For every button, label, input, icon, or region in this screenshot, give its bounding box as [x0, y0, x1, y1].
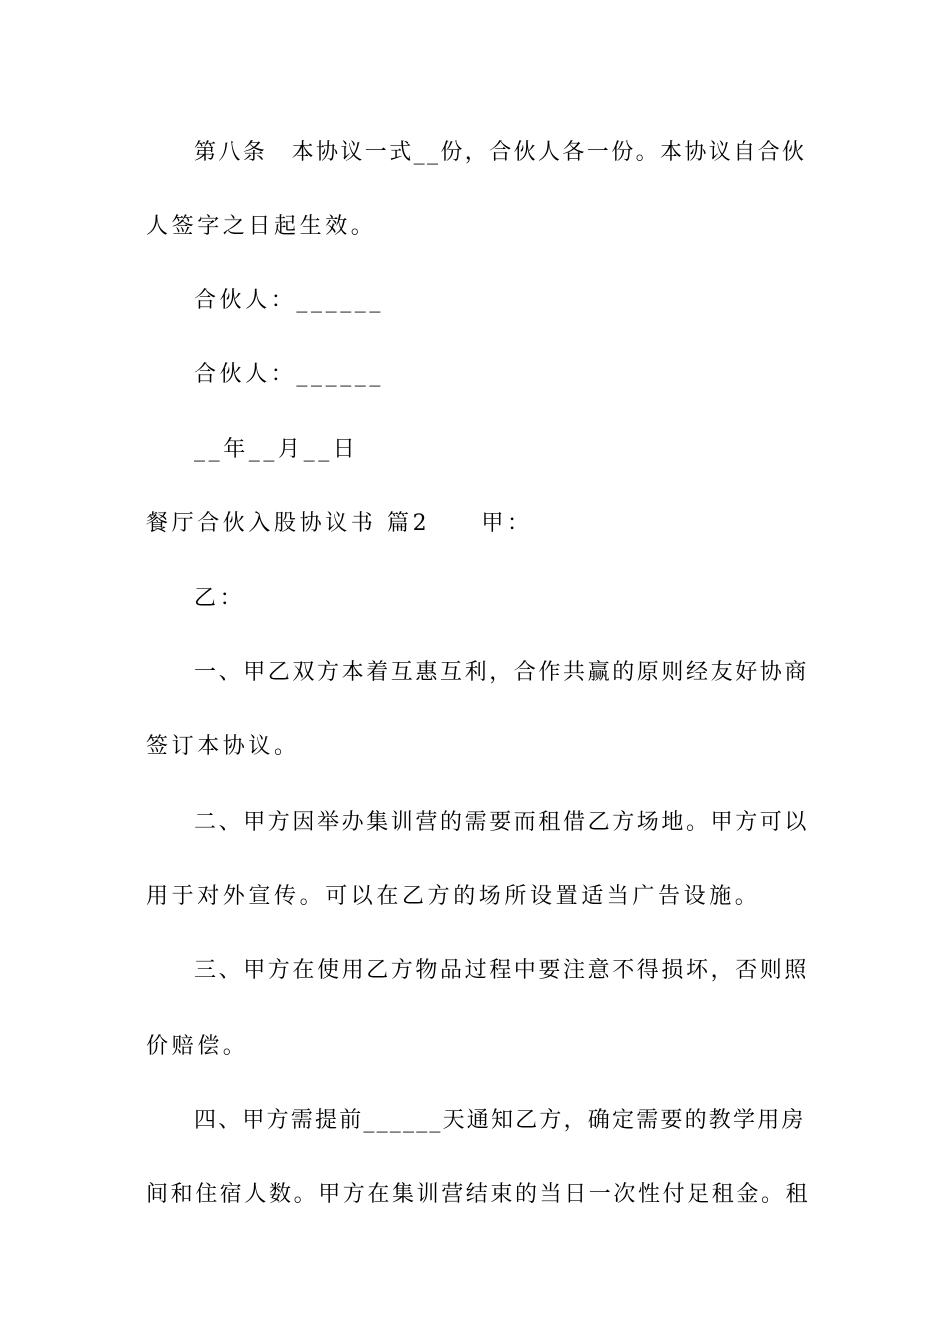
clause-1-line-2: 签订本协议。 [146, 734, 300, 759]
section-title: 餐厅合伙入股协议书 篇2 甲： [146, 511, 533, 536]
clause-2-line-2: 用于对外宣传。可以在乙方的场所设置适当广告设施。 [146, 884, 761, 909]
clause-1-line-1: 一、甲乙双方本着互惠互利，合作共赢的原则经友好协商 [194, 660, 810, 685]
clause-4-line-1: 四、甲方需提前______天通知乙方，确定需要的教学用房 [194, 1108, 806, 1133]
clause-3-line-2: 价赔偿。 [146, 1034, 249, 1059]
paragraph-article-8-line-2: 人签字之日起生效。 [146, 214, 377, 239]
party-b-line: 乙： [194, 586, 246, 611]
date-line: __年__月__日 [194, 437, 359, 462]
clause-2-line-1: 二、甲方因举办集训营的需要而租借乙方场地。甲方可以 [194, 810, 810, 835]
paragraph-article-8-line-1: 第八条 本协议一式__份，合伙人各一份。本协议自合伙 [194, 140, 807, 165]
clause-4-line-2: 间和住宿人数。甲方在集训营结束的当日一次性付足租金。租 [146, 1182, 811, 1207]
signature-partner-2: 合伙人：______ [194, 362, 385, 387]
clause-3-line-1: 三、甲方在使用乙方物品过程中要注意不得损坏，否则照 [194, 958, 810, 983]
signature-partner-1: 合伙人：______ [194, 288, 385, 313]
